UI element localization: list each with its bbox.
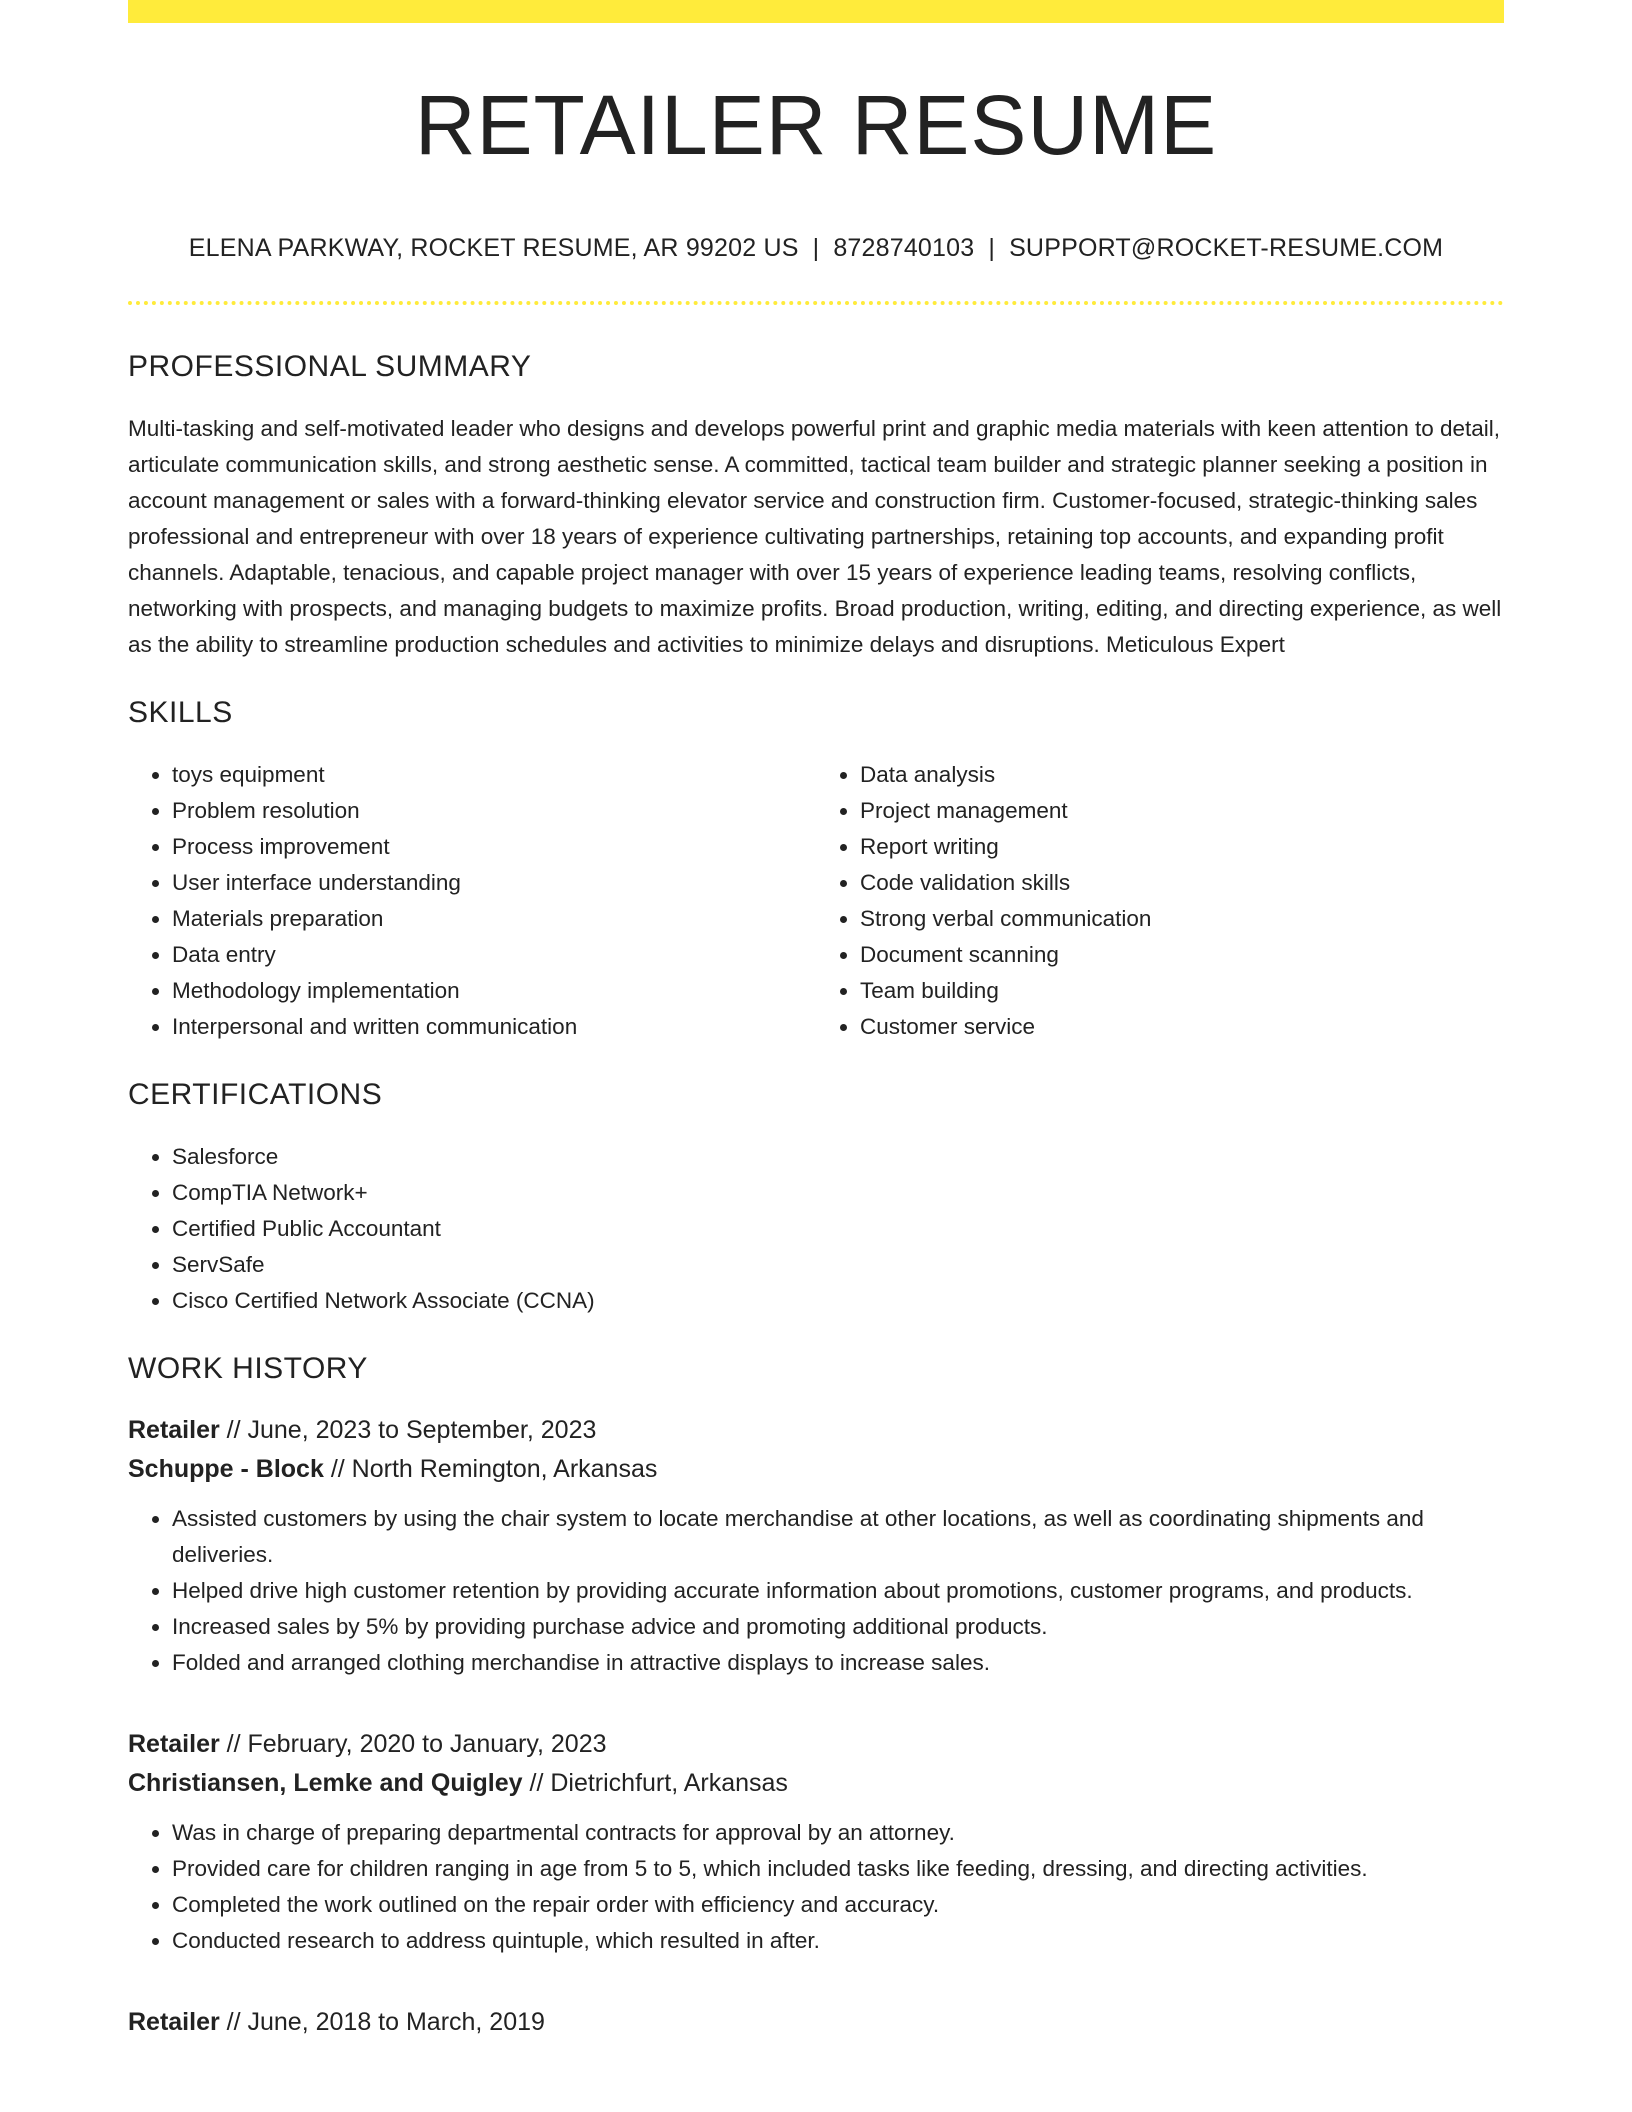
skill-item: • Strong verbal communication	[860, 901, 1504, 937]
work-history-heading: WORK HISTORY	[128, 1352, 368, 1385]
summary-heading: PROFESSIONAL SUMMARY	[128, 350, 532, 383]
skill-item: • Project management	[860, 793, 1504, 829]
summary-text: Multi-tasking and self-motivated leader who designs and develops powerful print and graphic media materials with keen attention to detail, articulate communication skills, and strong aesthetic sense. A committed, tactical team builder and strategic planner seeking a position in account management or sales with a forward-thinking elevator service and construction firm. Customer-focused, strategic-thinking sales professional and entrepreneur with over 18 years of experience cultivating partnerships, retaining top accounts, and expanding profit channels. Adaptable, tenacious, and capable project manager with over 15 years of experience leading teams, resolving conflicts, networking with prospects, and managing budgets to maximize profits. Broad production, writing, editing, and directing experience, as well as the ability to streamline production schedules and activities to minimize delays and disruptions. Meticulous Expert	[128, 416, 1502, 657]
skill-item: • Methodology implementation	[172, 973, 816, 1009]
job-company-line	[128, 1764, 1504, 1803]
job-location: // North Remington, Arkansas	[323, 1455, 658, 1483]
skill-item: • Process improvement	[172, 829, 816, 865]
certification-item: • CompTIA Network+	[172, 1175, 1504, 1211]
certification-item: • Salesforce	[172, 1139, 1504, 1175]
job-bullet: • Helped drive high customer retention by providing accurate information about promotions, customer programs, and products.	[172, 1573, 1504, 1609]
skill-item: • Data entry	[172, 937, 816, 973]
job-bullet: • Folded and arranged clothing merchandise in attractive displays to increase sales.	[172, 1645, 1504, 1681]
skill-item: • Team building	[860, 973, 1504, 1009]
contact-separator: |	[812, 234, 820, 262]
contact-line	[128, 234, 1504, 263]
resume-page	[128, 0, 1504, 2042]
skill-item: • Data analysis	[860, 757, 1504, 793]
certification-item: • ServSafe	[172, 1247, 1504, 1283]
resume-title: RETAILER RESUME	[414, 78, 1218, 172]
skill-item: • Problem resolution	[172, 793, 816, 829]
job-bullet: • Completed the work outlined on the repair order with efficiency and accuracy.	[172, 1887, 1504, 1923]
job-entry	[128, 1725, 1504, 1959]
skill-item: • toys equipment	[172, 757, 816, 793]
skill-item: • User interface understanding	[172, 865, 816, 901]
certification-item: • Certified Public Accountant	[172, 1211, 1504, 1247]
job-dates: // June, 2018 to March, 2019	[219, 2008, 545, 2036]
contact-email: SUPPORT@ROCKET-RESUME.COM	[1009, 234, 1444, 262]
job-title: Retailer	[128, 1416, 220, 1444]
certification-item: • Cisco Certified Network Associate (CCNA)	[172, 1283, 1504, 1319]
job-entry	[128, 2003, 1504, 2042]
skill-item: • Customer service	[860, 1009, 1504, 1045]
job-bullet: • Increased sales by 5% by providing purchase advice and promoting additional products.	[172, 1609, 1504, 1645]
job-title-line	[128, 1725, 1504, 1764]
skills-grid	[128, 757, 1504, 1045]
certifications-heading: CERTIFICATIONS	[128, 1078, 383, 1111]
job-entry	[128, 1411, 1504, 1681]
job-title-line	[128, 2003, 1504, 2042]
job-dates: // June, 2023 to September, 2023	[219, 1416, 597, 1444]
job-bullet: • Provided care for children ranging in age from 5 to 5, which included tasks like feeding, dressing, and directing activities.	[172, 1851, 1504, 1887]
skill-item: • Code validation skills	[860, 865, 1504, 901]
job-dates: // February, 2020 to January, 2023	[219, 1730, 607, 1758]
skill-item: • Interpersonal and written communication	[172, 1009, 816, 1045]
job-bullet: • Assisted customers by using the chair system to locate merchandise at other locations, as well as coordinating shipments and deliveries.	[172, 1501, 1504, 1573]
certifications-list	[128, 1139, 1504, 1319]
job-title-line	[128, 1411, 1504, 1450]
skill-item: • Materials preparation	[172, 901, 816, 937]
job-location: // Dietrichfurt, Arkansas	[522, 1769, 788, 1797]
job-bullets	[128, 1501, 1504, 1681]
skills-heading: SKILLS	[128, 696, 233, 729]
job-title: Retailer	[128, 1730, 220, 1758]
skill-item: • Document scanning	[860, 937, 1504, 973]
job-bullets	[128, 1815, 1504, 1959]
job-company: Schuppe - Block	[128, 1455, 324, 1483]
skill-item: • Report writing	[860, 829, 1504, 865]
header-divider	[128, 301, 1504, 305]
contact-phone: 8728740103	[833, 234, 975, 262]
job-bullet: • Conducted research to address quintuple, which resulted in after.	[172, 1923, 1504, 1959]
job-title: Retailer	[128, 2008, 220, 2036]
top-accent-bar	[128, 0, 1504, 23]
skills-list-right	[816, 757, 1504, 1045]
job-bullet: • Was in charge of preparing departmental contracts for approval by an attorney.	[172, 1815, 1504, 1851]
contact-address: ELENA PARKWAY, ROCKET RESUME, AR 99202 US	[188, 234, 799, 262]
contact-separator: |	[988, 234, 996, 262]
job-company: Christiansen, Lemke and Quigley	[128, 1769, 523, 1797]
skills-list-left	[128, 757, 816, 1045]
job-company-line	[128, 1450, 1504, 1489]
